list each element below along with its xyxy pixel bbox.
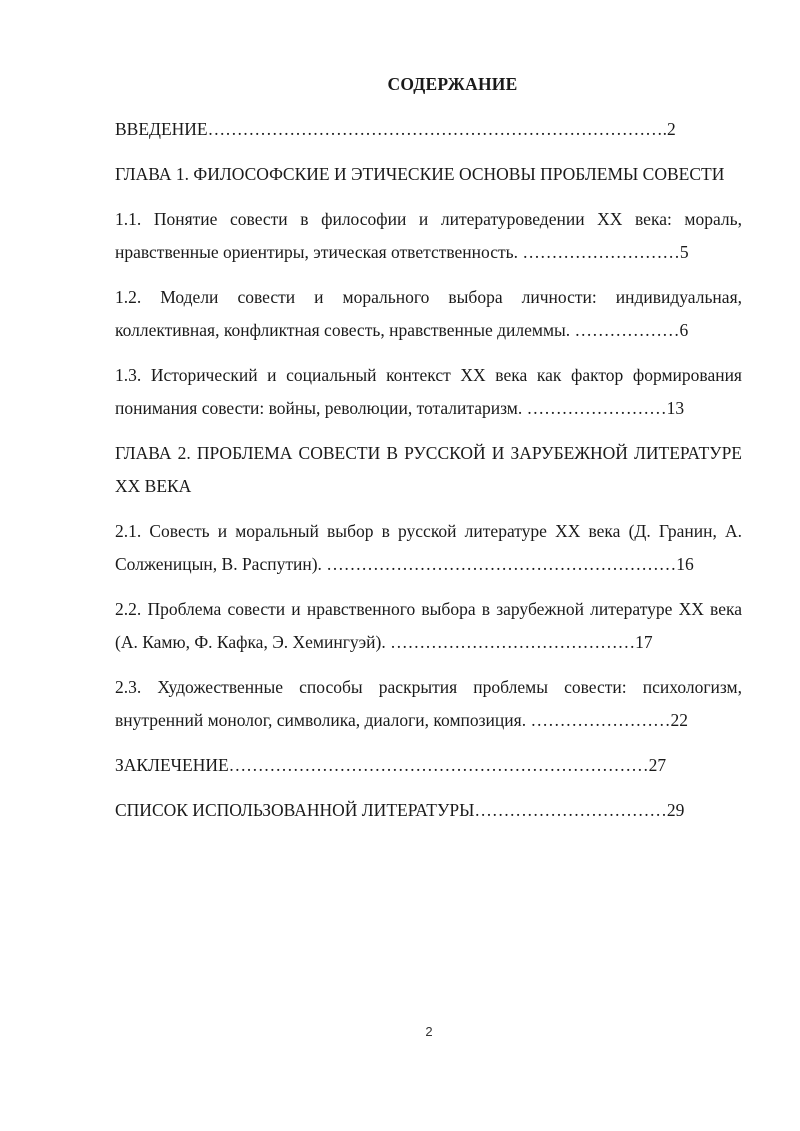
toc-entry-2-1: 2.1. Совесть и моральный выбор в русской литературе XX века (Д. Гранин, А. Солженицын, В. Распутин). ……………………………………………………16 [115,521,742,574]
toc-entry-bibliography: СПИСОК ИСПОЛЬЗОВАННОЙ ЛИТЕРАТУРЫ……………………………29 [115,800,685,820]
toc-title: СОДЕРЖАНИЕ [387,74,518,94]
toc-entry-introduction: ВВЕДЕНИЕ…………………………………………………………………….2 [115,119,676,139]
toc-entry-chapter-1: ГЛАВА 1. ФИЛОСОФСКИЕ И ЭТИЧЕСКИЕ ОСНОВЫ ПРОБЛЕМЫ СОВЕСТИ [115,164,725,184]
toc-entry-1-3: 1.3. Исторический и социальный контекст XX века как фактор формирования понимания совести: войны, революции, тоталитаризм. ……………………13 [115,365,742,418]
toc-entry-chapter-2: ГЛАВА 2. ПРОБЛЕМА СОВЕСТИ В РУССКОЙ И ЗАРУБЕЖНОЙ ЛИТЕРАТУРЕ XX ВЕКА [115,443,742,496]
toc-entry-1-2: 1.2. Модели совести и морального выбора личности: индивидуальная, коллективная, конфликтная совесть, нравственные дилеммы. ………………6 [115,287,742,340]
toc-entry-1-1: 1.1. Понятие совести в философии и литературоведении XX века: мораль, нравственные ориентиры, этическая ответственность. ………………………5 [115,209,742,262]
toc-entry-2-3: 2.3. Художественные способы раскрытия проблемы совести: психологизм, внутренний монолог, символика, диалоги, композиция. ……………………22 [115,677,742,730]
toc-entry-2-2: 2.2. Проблема совести и нравственного выбора в зарубежной литературе XX века (А. Камю, Ф. Кафка, Э. Хемингуэй). ……………………………………17 [115,599,742,652]
toc-entry-conclusion: ЗАКЛЕЧЕНИЕ………………………………………………………………27 [115,755,667,775]
page-number: 2 [425,1024,433,1039]
table-of-contents [115,113,742,839]
